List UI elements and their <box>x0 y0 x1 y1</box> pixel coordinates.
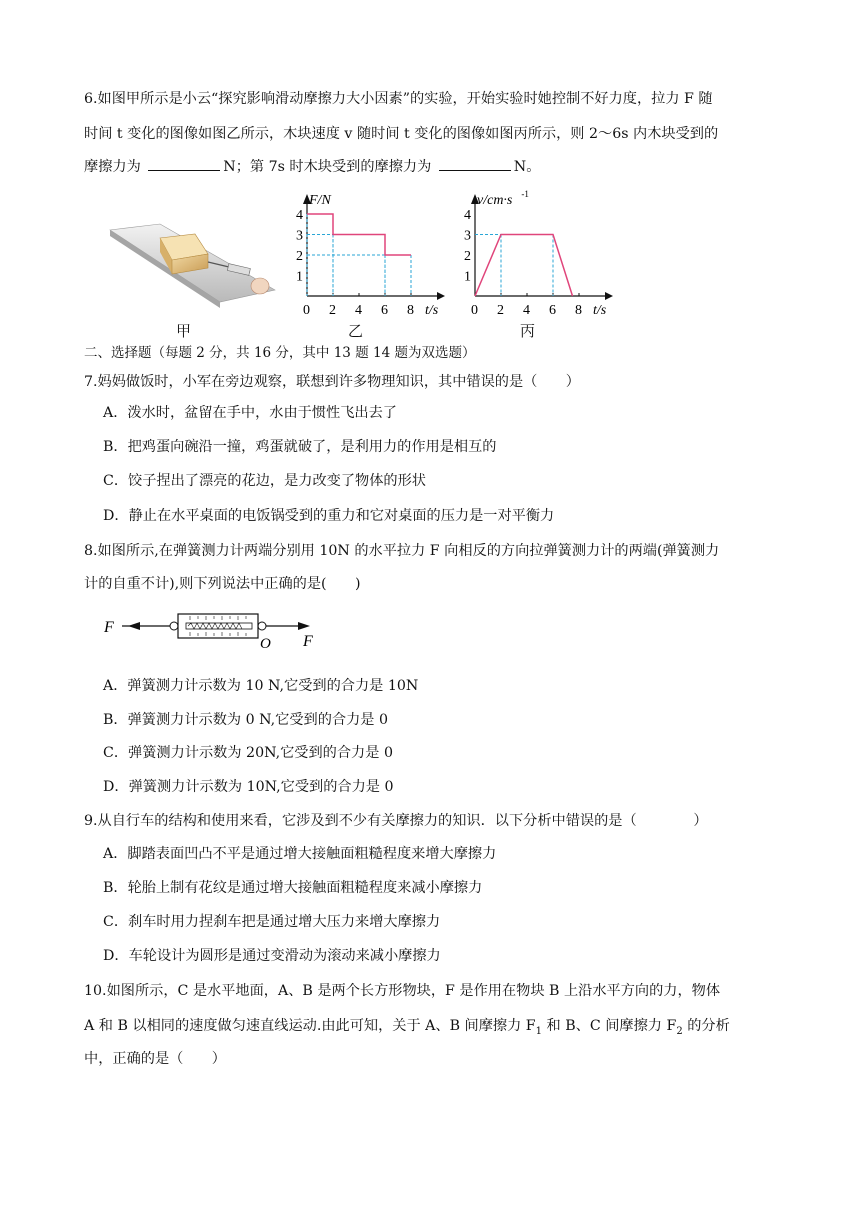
q6-line3-c: N。 <box>513 159 541 175</box>
figure-jia-illustration <box>100 210 280 320</box>
graph-bing-x-tick-label: 4 <box>523 303 530 318</box>
q6-line3-b: N；第 7s 时木块受到的摩擦力为 <box>223 159 432 175</box>
graph-bing-y-tick-label: 4 <box>464 208 471 223</box>
graph-bing-y-tick-label: 1 <box>464 269 471 285</box>
q10-sub-2: 2 <box>676 1025 683 1037</box>
graph-yi-y-tick-label: 2 <box>296 249 303 264</box>
graph-yi-x-tick-label: 2 <box>329 303 336 318</box>
force-label-right: F <box>303 633 313 650</box>
graph-yi-x-tick-label: 6 <box>381 303 388 318</box>
q7-option-d[interactable]: D．静止在水平桌面的电饭锅受到的重力和它对桌面的压力是一对平衡力 <box>103 508 555 524</box>
q6-line2: 时间 t 变化的图像如图乙所示，木块速度 v 随时间 t 变化的图像如图丙所示，则 2～6s 内木块受到的 <box>84 126 719 142</box>
q8-line2: 计的自重不计),则下列说法中正确的是( ) <box>84 576 361 592</box>
q6-line3-a: 摩擦力为 <box>84 159 141 175</box>
graph-yi-y-axis-label: F/N <box>309 193 331 208</box>
graph-bing-origin-label: 0 <box>471 303 478 318</box>
figure-yi-chart <box>295 188 455 333</box>
graph-yi-y-tick-label: 1 <box>296 269 303 285</box>
q10-line2-b: 和 B、C 间摩擦力 F <box>542 1018 677 1034</box>
graph-bing-x-tick-label: 2 <box>497 303 504 318</box>
q8-option-a[interactable]: A．弹簧测力计示数为 10 N,它受到的合力是 10N <box>103 678 419 694</box>
answer-blank-2[interactable] <box>439 156 511 171</box>
q6-line3 <box>84 151 784 183</box>
graph-yi-y-tick-label: 4 <box>296 208 303 223</box>
q8-line1: 8.如图所示,在弹簧测力计两端分别用 10N 的水平拉力 F 向相反的方向拉弹簧测力计的两端(弹簧测力 <box>84 543 720 559</box>
figure-bing-chart <box>463 188 623 333</box>
graph-bing-y-tick-label: 2 <box>464 249 471 264</box>
q10-line3: 中，正确的是（ ） <box>84 1051 226 1067</box>
figure-yi-caption: 乙 <box>348 322 364 340</box>
q9-option-b[interactable]: B．轮胎上制有花纹是通过增大接触面粗糙程度来减小摩擦力 <box>103 880 483 896</box>
q7-stem: 7.妈妈做饭时，小军在旁边观察，联想到许多物理知识，其中错误的是（ ） <box>84 374 580 390</box>
q10-sub-1: 1 <box>535 1025 543 1037</box>
graph-yi-origin-label: 0 <box>303 303 310 318</box>
spring-scale-figure <box>100 606 330 652</box>
q10-line1: 10.如图所示，C 是水平地面，A、B 是两个长方形物块，F 是作用在物块 B 上沿水平方向的力，物体 <box>84 983 721 999</box>
q7-option-b[interactable]: B．把鸡蛋向碗沿一撞，鸡蛋就破了，是利用力的作用是相互的 <box>103 439 497 455</box>
graph-bing-series-line <box>475 235 573 297</box>
q10-line2-c: 的分析 <box>682 1018 730 1034</box>
q9-option-c[interactable]: C．刹车时用力捏刹车把是通过增大压力来增大摩擦力 <box>103 914 441 930</box>
q6-line1: 6.如图甲所示是小云“探究影响滑动摩擦力大小因素”的实验，开始实验时她控制不好力度，拉力 F 随 <box>84 91 713 107</box>
q7-option-a[interactable]: A．泼水时，盆留在手中，水由于惯性飞出去了 <box>103 405 397 421</box>
q10-line2-a: A 和 B 以相同的速度做匀速直线运动.由此可知，关于 A、B 间摩擦力 F <box>84 1018 536 1034</box>
graph-bing-x-tick-label: 8 <box>575 303 582 318</box>
section-2-heading: 二、选择题（每题 2 分，共 16 分，其中 13 题 14 题为双选题） <box>84 345 476 361</box>
answer-blank-1[interactable] <box>148 156 220 171</box>
q8-option-b[interactable]: B．弹簧测力计示数为 0 N,它受到的合力是 0 <box>103 712 389 728</box>
graph-yi-x-axis-label: t/s <box>425 303 439 318</box>
graph-bing-y-tick-label: 3 <box>464 228 471 244</box>
q9-option-a[interactable]: A．脚踏表面凹凸不平是通过增大接触面粗糙程度来增大摩擦力 <box>103 846 497 862</box>
figure-bing-caption: 丙 <box>520 322 536 340</box>
figure-jia-caption: 甲 <box>176 322 192 340</box>
point-label-o: O <box>260 636 271 652</box>
graph-bing-x-arrow <box>605 292 613 300</box>
q8-option-c[interactable]: C．弹簧测力计示数为 20N,它受到的合力是 0 <box>103 745 393 761</box>
graph-bing-y-axis-label-sup: -1 <box>521 189 529 199</box>
q9-option-d[interactable]: D．车轮设计为圆形是通过变滑动为滚动来减小摩擦力 <box>103 948 441 964</box>
graph-yi-x-arrow <box>437 292 445 300</box>
q8-option-d[interactable]: D．弹簧测力计示数为 10N,它受到的合力是 0 <box>103 779 394 795</box>
q7-option-c[interactable]: C．饺子捏出了漂亮的花边，是力改变了物体的形状 <box>103 473 426 489</box>
q9-stem: 9.从自行车的结构和使用来看，它涉及到不少有关摩擦力的知识．以下分析中错误的是（ ） <box>84 813 708 829</box>
graph-yi-x-tick-label: 8 <box>407 303 414 318</box>
graph-yi-x-tick-label: 4 <box>355 303 362 318</box>
graph-yi-y-tick-label: 3 <box>296 228 303 244</box>
graph-bing-x-axis-label: t/s <box>593 303 607 318</box>
graph-bing-x-tick-label: 6 <box>549 303 556 318</box>
graph-bing-y-axis-label: v/cm·s <box>477 193 513 208</box>
force-label-left: F <box>104 619 114 636</box>
